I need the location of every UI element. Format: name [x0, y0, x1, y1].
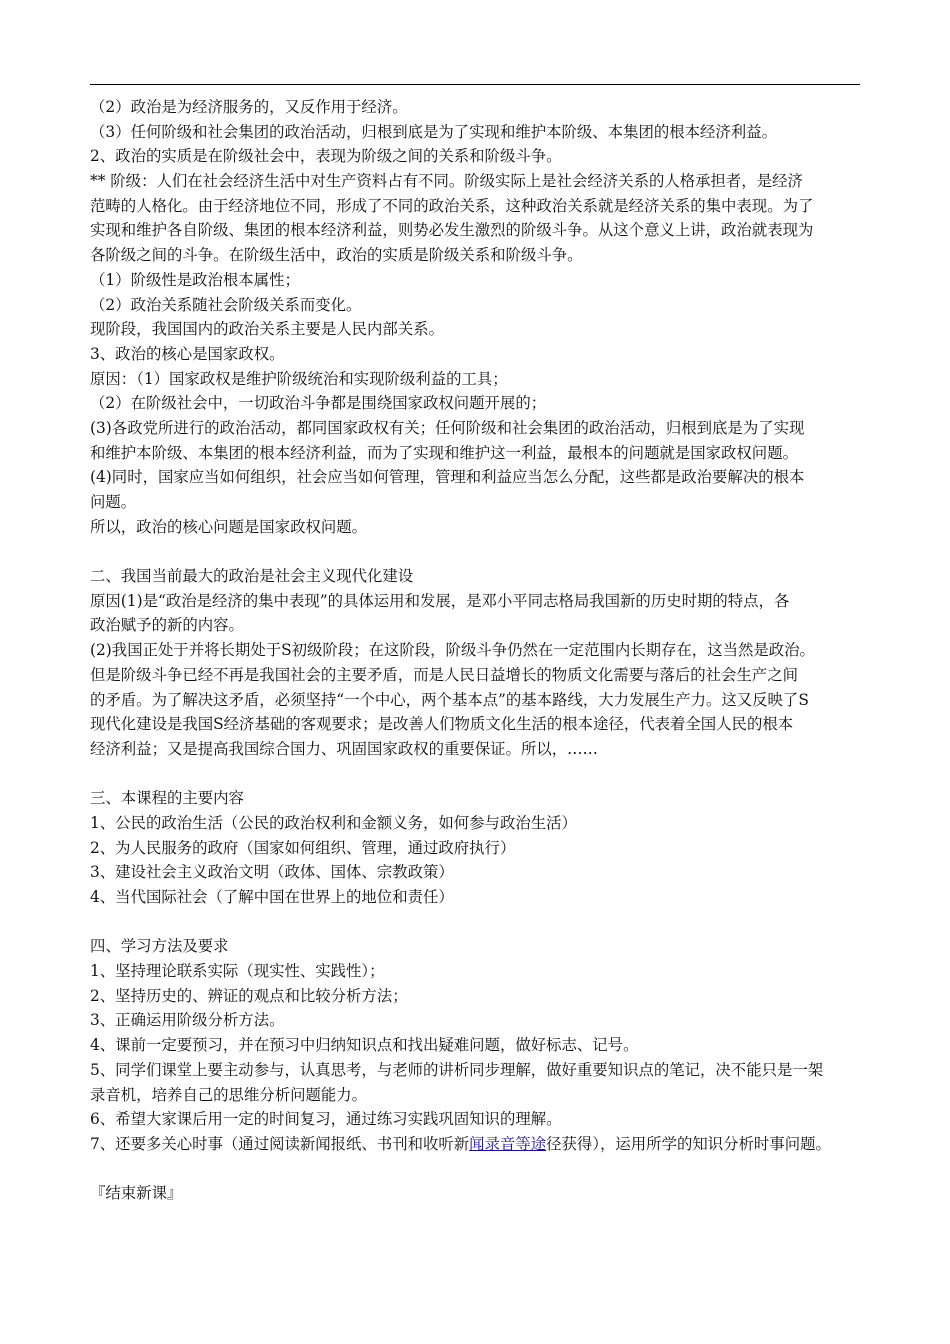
header-rule: [90, 84, 860, 85]
text-line: （2）政治是为经济服务的，又反作用于经济。: [90, 98, 408, 116]
section-three: [90, 786, 862, 909]
section-heading: 三、本课程的主要内容: [90, 789, 244, 808]
list-item: 录音机，培养自己的思维分析问题能力。: [90, 1085, 368, 1104]
list-item: [90, 1132, 862, 1157]
section-two: [90, 564, 862, 762]
text-line: 2、政治的实质是在阶级社会中，表现为阶级之间的关系和阶级斗争。: [90, 147, 562, 166]
text-line: 各阶级之间的斗争。在阶级生活中，政治的实质是阶级关系和阶级斗争。: [90, 246, 583, 265]
list-item: 6、希望大家课后用一定的时间复习，通过练习实践巩固知识的理解。: [90, 1110, 562, 1129]
list-item: 3、正确运用阶级分析方法。: [90, 1011, 285, 1030]
list-item: 1、坚持理论联系实际（现实性、实践性）；: [90, 962, 385, 981]
list-item: 2、为人民服务的政府（国家如何组织、管理，通过政府执行）: [90, 838, 516, 857]
list-item: 2、坚持历史的、辨证的观点和比较分析方法；: [90, 986, 408, 1005]
spacer: [90, 539, 862, 564]
text-line: (2)我国正处于并将长期处于S初级阶段；在这阶段，阶级斗争仍然在一定范围内长期存在，这当然是政治。: [90, 641, 815, 660]
text-line: (4)同时，国家应当如何组织，社会应当如何管理，管理和利益应当怎么分配，这些都是政治要解决的根本: [90, 468, 805, 487]
text-line: （2）政治关系随社会阶级关系而变化。: [90, 295, 362, 314]
text-line: 现代化建设是我国S经济基础的客观要求；是改善人们物质文化生活的根本途径，代表着全国人民的根本: [90, 715, 794, 734]
text-line: ** 阶级：人们在社会经济生活中对生产资料占有不同。阶级实际上是社会经济关系的人格承担者，是经济: [90, 172, 803, 191]
text-line: 政治赋予的新的内容。: [90, 616, 244, 635]
list-item-text: 7、还要多关心时事（通过阅读新闻报纸、书刊和收听新: [90, 1134, 470, 1153]
text-line: （3）任何阶级和社会集团的政治活动，归根到底是为了实现和维护本阶级、本集团的根本经济利益。: [90, 122, 777, 141]
text-line: 的矛盾。为了解决这矛盾，必须坚持“一个中心，两个基本点”的基本路线，大力发展生产力。这又反映了S: [90, 690, 809, 709]
section-four: [90, 934, 862, 1156]
spacer: [90, 1157, 862, 1182]
section-heading: 二、我国当前最大的政治是社会主义现代化建设: [90, 567, 414, 586]
text-line: 问题。: [90, 493, 137, 511]
list-item: 3、建设社会主义政治文明（政体、国体、宗教政策）: [90, 863, 454, 882]
list-item: 1、公民的政治生活（公民的政治权利和金额义务，如何参与政治生活）: [90, 813, 577, 832]
document-body: [90, 95, 862, 1206]
text-line: 实现和维护各自阶级、集团的根本经济利益，则势必发生激烈的阶级斗争。从这个意义上讲，政治就表现为: [90, 221, 814, 240]
spacer: [90, 910, 862, 935]
list-item: 5、同学们课堂上要主动参与，认真思考，与老师的讲析同步理解，做好重要知识点的笔记，决不能只是一架: [90, 1060, 824, 1079]
text-line: （2）在阶级社会中，一切政治斗争都是围绕国家政权问题开展的；: [90, 394, 547, 413]
text-line: 经济利益；又是提高我国综合国力、巩固国家政权的重要保证。所以，……: [90, 739, 598, 758]
list-item-text: 径获得），运用所学的知识分析时事问题。: [546, 1134, 831, 1153]
text-line: 原因(1)是“政治是经济的集中表现”的具体运用和发展，是邓小平同志格局我国新的历史时期的特点，各: [90, 591, 790, 610]
text-line: 3、政治的核心是国家政权。: [90, 344, 285, 363]
text-line: 原因：（1）国家政权是维护阶级统治和实现阶级利益的工具；: [90, 369, 508, 388]
text-line: 现阶段，我国国内的政治关系主要是人民内部关系。: [90, 320, 444, 339]
text-line: 但是阶级斗争已经不再是我国社会的主要矛盾，而是人民日益增长的物质文化需要与落后的社会生产之间: [90, 665, 798, 684]
recording-link[interactable]: 闻录音等途: [469, 1134, 547, 1153]
text-line: (3)各政党所进行的政治活动，都同国家政权有关；任何阶级和社会集团的政治活动，归根到底是为了实现: [90, 418, 805, 437]
text-line: （1）阶级性是政治根本属性；: [90, 270, 300, 289]
text-line: 和维护本阶级、本集团的根本经济利益，而为了实现和维护这一利益，最根本的问题就是国家政权问题。: [90, 443, 798, 462]
section-heading: 四、学习方法及要求: [90, 937, 229, 956]
section-politics-nature: [90, 95, 862, 539]
text-line: 范畴的人格化。由于经济地位不同，形成了不同的政治关系，这种政治关系就是经济关系的集中表现。为了: [90, 196, 814, 215]
text-line: 所以，政治的核心问题是国家政权问题。: [90, 517, 368, 536]
list-item: 4、课前一定要预习，并在预习中归纳知识点和找出疑难问题，做好标志、记号。: [90, 1036, 639, 1055]
list-item: 4、当代国际社会（了解中国在世界上的地位和责任）: [90, 888, 454, 906]
closing-note: 『结束新课』: [90, 1184, 183, 1203]
spacer: [90, 762, 862, 787]
